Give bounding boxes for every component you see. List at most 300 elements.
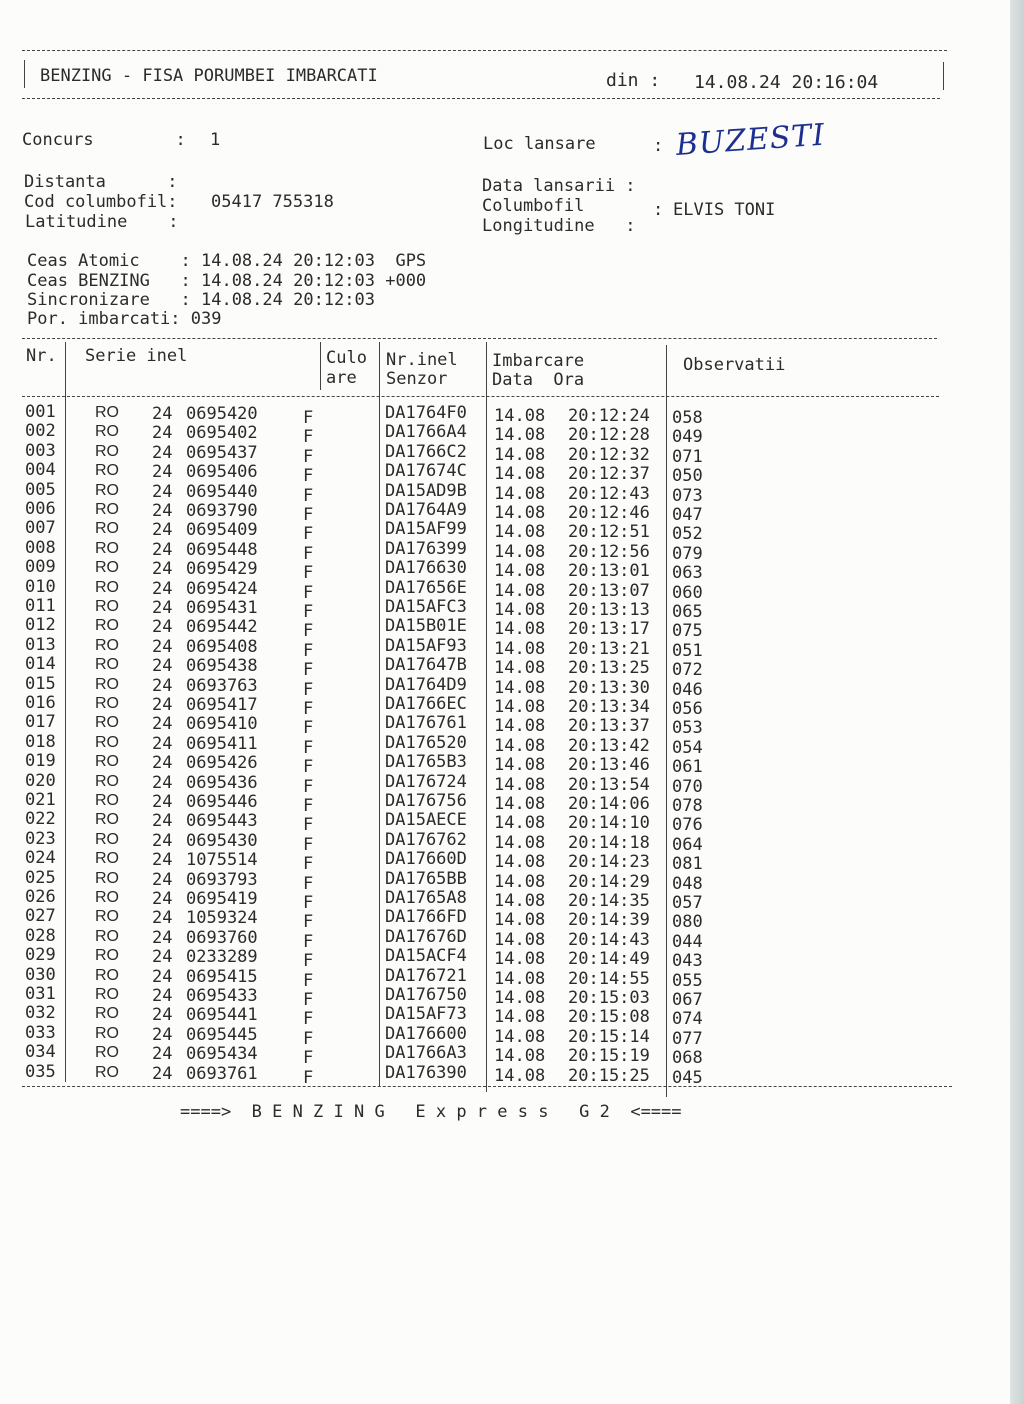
row-sex: F [303, 427, 314, 448]
row-observation: 064 [672, 834, 703, 855]
row-observation: 079 [672, 543, 703, 564]
row-country: RO [95, 501, 119, 518]
row-observation: 050 [672, 466, 703, 487]
row-year: 24 [152, 520, 173, 541]
row-ring-number: 0693761 [186, 1063, 258, 1084]
row-embark-date: 14.08 [494, 425, 546, 446]
table-row [0, 906, 1000, 933]
row-number: 022 [25, 809, 56, 830]
row-sensor-id: DA15ACF4 [385, 946, 467, 967]
concurs-label: Concurs : [22, 130, 186, 150]
table-row [0, 673, 1000, 700]
row-number: 002 [25, 421, 56, 442]
row-year: 24 [152, 772, 173, 793]
row-observation: 076 [672, 815, 703, 836]
table-row [0, 1003, 1000, 1030]
row-country: RO [95, 811, 119, 829]
row-year: 24 [152, 539, 173, 560]
row-year: 24 [152, 966, 173, 987]
row-ring-number: 0695445 [186, 1024, 258, 1045]
row-sensor-id: DA15B01E [385, 616, 467, 637]
row-sensor-id: DA17660D [385, 849, 467, 870]
table-row [0, 770, 1000, 797]
row-sensor-id: DA15AF99 [385, 519, 467, 540]
row-number: 028 [25, 925, 56, 946]
row-number: 018 [25, 731, 56, 752]
row-ring-number: 0695431 [186, 598, 258, 618]
row-sensor-id: DA176721 [385, 965, 467, 986]
row-country: RO [95, 598, 119, 615]
row-number: 030 [25, 964, 56, 985]
row-embark-time: 20:12:56 [568, 541, 650, 562]
row-country: RO [95, 714, 119, 732]
row-observation: 047 [672, 505, 703, 525]
row-embark-date: 14.08 [494, 774, 546, 795]
row-number: 029 [25, 945, 56, 966]
row-observation: 061 [672, 757, 703, 778]
row-sex: F [303, 815, 314, 836]
row-embark-date: 14.08 [494, 503, 546, 523]
row-sensor-id: DA1766FD [385, 907, 467, 928]
row-embark-time: 20:13:25 [568, 658, 650, 679]
table-row [0, 402, 1000, 428]
row-embark-time: 20:15:14 [568, 1026, 650, 1047]
table-bottom-rule [22, 1086, 952, 1087]
row-observation: 049 [672, 427, 703, 448]
row-sensor-id: DA176600 [385, 1023, 467, 1044]
loc-lansare-colon: : [653, 136, 664, 156]
header-culoare-bottom: are [326, 368, 357, 388]
row-sex: F [303, 796, 314, 816]
row-embark-time: 20:15:25 [568, 1065, 650, 1086]
row-year: 24 [152, 908, 173, 929]
row-embark-time: 20:13:34 [568, 697, 650, 717]
row-number: 008 [25, 537, 56, 558]
row-embark-time: 20:14:10 [568, 813, 650, 834]
row-embark-date: 14.08 [494, 755, 546, 776]
row-embark-time: 20:14:18 [568, 832, 650, 853]
row-sex: F [303, 1009, 314, 1030]
row-year: 24 [152, 1063, 173, 1084]
row-observation: 077 [672, 1028, 703, 1049]
row-year: 24 [152, 753, 173, 774]
row-sex: F [303, 602, 314, 622]
row-observation: 071 [672, 446, 703, 467]
row-year: 24 [152, 481, 173, 502]
row-year: 24 [152, 986, 173, 1006]
table-row [0, 1061, 1000, 1088]
row-year: 24 [152, 675, 173, 696]
row-ring-number: 1059324 [186, 908, 258, 929]
row-embark-time: 20:12:24 [568, 406, 650, 426]
row-sex: F [303, 931, 314, 952]
row-embark-date: 14.08 [494, 832, 546, 853]
row-year: 24 [152, 792, 173, 812]
table-header-rule [22, 396, 939, 397]
row-embark-date: 14.08 [494, 541, 546, 562]
header-top-rule [22, 50, 947, 51]
row-sex: F [303, 466, 314, 487]
row-number: 032 [25, 1003, 56, 1024]
row-observation: 054 [672, 737, 703, 758]
row-ring-number: 0695402 [186, 423, 258, 444]
row-country: RO [95, 404, 119, 421]
row-country: RO [95, 1005, 119, 1023]
table-top-rule [22, 338, 937, 339]
row-year: 24 [152, 830, 173, 851]
row-number: 020 [25, 770, 56, 791]
row-year: 24 [152, 617, 173, 638]
row-number: 017 [25, 712, 56, 733]
header-nr: Nr. [26, 346, 57, 366]
table-row [0, 615, 1000, 642]
row-number: 005 [25, 479, 56, 500]
table-row [0, 460, 1000, 487]
row-number: 013 [25, 634, 56, 655]
row-sensor-id: DA15AF93 [385, 635, 467, 656]
row-year: 24 [152, 501, 173, 521]
row-observation: 051 [672, 640, 703, 661]
header-left-border [24, 60, 25, 88]
row-observation: 060 [672, 582, 703, 603]
columbofil-colon: : [653, 200, 664, 220]
row-sex: F [303, 563, 314, 584]
row-country: RO [95, 481, 119, 499]
row-year: 24 [152, 404, 173, 424]
row-country: RO [95, 1044, 119, 1062]
row-observation: 065 [672, 602, 703, 622]
table-row [0, 634, 1000, 661]
table-row [0, 440, 1000, 467]
row-embark-time: 20:14:06 [568, 794, 650, 814]
row-year: 24 [152, 850, 173, 871]
row-country: RO [95, 986, 119, 1003]
row-sex: F [303, 757, 314, 778]
row-year: 24 [152, 598, 173, 618]
row-sex: F [303, 699, 314, 719]
row-year: 24 [152, 578, 173, 599]
row-sex: F [303, 485, 314, 506]
row-sex: F [303, 408, 314, 428]
row-ring-number: 0695440 [186, 481, 258, 502]
row-observation: 052 [672, 524, 703, 545]
row-observation: 073 [672, 485, 703, 506]
row-ring-number: 0693790 [186, 501, 258, 521]
row-sensor-id: DA1766A4 [385, 422, 467, 443]
row-sex: F [303, 834, 314, 855]
loc-lansare-label: Loc lansare [483, 134, 596, 154]
row-sex: F [303, 776, 314, 797]
row-embark-time: 20:12:43 [568, 483, 650, 504]
row-number: 023 [25, 828, 56, 849]
row-ring-number: 0695415 [186, 966, 258, 987]
row-observation: 072 [672, 660, 703, 681]
row-embark-date: 14.08 [494, 813, 546, 834]
row-observation: 053 [672, 718, 703, 739]
cod-columbofil-value: 05417 755318 [211, 192, 334, 212]
row-sex: F [303, 912, 314, 933]
row-number: 024 [25, 848, 56, 869]
distanta-label: Distanta : [24, 172, 178, 192]
row-observation: 046 [672, 679, 703, 700]
table-row [0, 1042, 1000, 1069]
row-sex: F [303, 679, 314, 700]
header-senzor: Senzor [386, 369, 448, 389]
table-row [0, 848, 1000, 875]
row-sensor-id: DA15AFC3 [385, 597, 467, 617]
table-row [0, 1022, 1000, 1049]
row-country: RO [95, 1024, 119, 1042]
header-nr-inel: Nr.inel [386, 350, 458, 370]
row-sensor-id: DA17676D [385, 926, 467, 947]
row-embark-date: 14.08 [494, 968, 546, 989]
row-sensor-id: DA17674C [385, 461, 467, 482]
row-number: 001 [25, 402, 56, 422]
row-country: RO [95, 733, 119, 751]
row-embark-time: 20:14:43 [568, 929, 650, 950]
row-sex: F [303, 990, 314, 1010]
row-ring-number: 0695446 [186, 792, 258, 812]
row-ring-number: 0695426 [186, 753, 258, 774]
row-number: 034 [25, 1042, 56, 1063]
paper-edge-shadow [1010, 0, 1024, 1404]
row-country: RO [95, 1063, 119, 1081]
row-year: 24 [152, 1024, 173, 1045]
row-country: RO [95, 559, 119, 577]
row-year: 24 [152, 1005, 173, 1026]
table-row [0, 712, 1000, 739]
row-country: RO [95, 578, 119, 596]
row-embark-date: 14.08 [494, 697, 546, 717]
row-year: 24 [152, 733, 173, 754]
row-embark-time: 20:14:55 [568, 968, 650, 989]
table-row [0, 867, 1000, 894]
row-country: RO [95, 462, 119, 480]
row-embark-time: 20:15:19 [568, 1046, 650, 1067]
row-sex: F [303, 582, 314, 603]
row-observation: 048 [672, 873, 703, 894]
row-embark-time: 20:12:51 [568, 522, 650, 543]
sincronizare-line: Sincronizare : 14.08.24 20:12:03 [27, 290, 375, 310]
row-embark-date: 14.08 [494, 444, 546, 465]
row-embark-time: 20:14:23 [568, 852, 650, 873]
header-data-ora: Data Ora [492, 370, 585, 390]
row-embark-date: 14.08 [494, 464, 546, 485]
row-sensor-id: DA1765B3 [385, 752, 467, 773]
row-embark-date: 14.08 [494, 871, 546, 892]
table-row [0, 421, 1000, 448]
table-row [0, 654, 1000, 681]
row-country: RO [95, 792, 119, 809]
row-number: 035 [25, 1061, 56, 1082]
row-year: 24 [152, 947, 173, 968]
row-year: 24 [152, 442, 173, 463]
row-year: 24 [152, 1044, 173, 1065]
row-country: RO [95, 850, 119, 868]
row-year: 24 [152, 656, 173, 677]
table-row [0, 596, 1000, 622]
row-sensor-id: DA1764D9 [385, 674, 467, 695]
row-embark-time: 20:13:46 [568, 755, 650, 776]
row-embark-time: 20:14:39 [568, 910, 650, 931]
row-observation: 057 [672, 893, 703, 913]
row-country: RO [95, 772, 119, 790]
row-embark-time: 20:13:54 [568, 774, 650, 795]
row-ring-number: 0233289 [186, 947, 258, 968]
row-embark-time: 20:12:28 [568, 425, 650, 446]
row-sex: F [303, 970, 314, 991]
row-number: 009 [25, 557, 56, 578]
row-country: RO [95, 539, 119, 557]
row-embark-date: 14.08 [494, 522, 546, 543]
row-number: 025 [25, 867, 56, 888]
row-embark-date: 14.08 [494, 561, 546, 582]
table-row [0, 984, 1000, 1010]
row-sex: F [303, 718, 314, 739]
report-date-value: 14.08.24 20:16:04 [694, 72, 879, 93]
row-observation: 068 [672, 1048, 703, 1069]
table-row [0, 731, 1000, 758]
table-row [0, 828, 1000, 855]
row-embark-date: 14.08 [494, 619, 546, 640]
row-year: 24 [152, 714, 173, 735]
benzing-express-footer: ====> B E N Z I N G E x p r e s s G 2 <==== [180, 1102, 682, 1122]
row-number: 006 [25, 499, 56, 519]
row-number: 021 [25, 790, 56, 810]
row-observation: 080 [672, 912, 703, 933]
row-ring-number: 0695410 [186, 714, 258, 735]
row-sex: F [303, 505, 314, 525]
row-ring-number: 0693793 [186, 869, 258, 890]
row-ring-number: 0695433 [186, 986, 258, 1006]
row-embark-time: 20:12:46 [568, 503, 650, 523]
row-country: RO [95, 617, 119, 635]
row-sensor-id: DA17647B [385, 655, 467, 676]
row-observation: 070 [672, 776, 703, 797]
row-observation: 043 [672, 951, 703, 972]
row-embark-time: 20:13:07 [568, 580, 650, 601]
row-sex: F [303, 893, 314, 913]
row-embark-time: 20:13:30 [568, 677, 650, 698]
row-sensor-id: DA1764A9 [385, 500, 467, 520]
row-year: 24 [152, 869, 173, 890]
row-ring-number: 0695408 [186, 636, 258, 657]
row-year: 24 [152, 811, 173, 832]
row-sensor-id: DA176761 [385, 713, 467, 734]
row-embark-time: 20:13:01 [568, 561, 650, 582]
row-number: 012 [25, 615, 56, 636]
row-sensor-id: DA15AF73 [385, 1004, 467, 1025]
row-country: RO [95, 695, 119, 712]
row-embark-time: 20:13:21 [568, 638, 650, 659]
row-country: RO [95, 753, 119, 771]
row-observation: 067 [672, 990, 703, 1010]
row-embark-date: 14.08 [494, 988, 546, 1008]
row-ring-number: 0695419 [186, 889, 258, 909]
ceas-benzing-line: Ceas BENZING : 14.08.24 20:12:03 +000 [27, 271, 427, 291]
row-embark-date: 14.08 [494, 658, 546, 679]
row-country: RO [95, 869, 119, 887]
row-embark-time: 20:14:35 [568, 891, 650, 911]
columbofil-value: ELVIS TONI [673, 200, 776, 220]
table-row [0, 925, 1000, 952]
row-sensor-id: DA1765A8 [385, 888, 467, 908]
row-sensor-id: DA1766A3 [385, 1043, 467, 1064]
row-ring-number: 0695430 [186, 830, 258, 851]
row-ring-number: 0695434 [186, 1044, 258, 1065]
row-sensor-id: DA1766EC [385, 694, 467, 714]
row-year: 24 [152, 559, 173, 580]
row-embark-date: 14.08 [494, 891, 546, 911]
row-sex: F [303, 951, 314, 972]
latitudine-label: Latitudine : [25, 212, 179, 232]
row-embark-date: 14.08 [494, 1007, 546, 1028]
row-embark-time: 20:14:49 [568, 949, 650, 970]
row-embark-time: 20:13:13 [568, 600, 650, 620]
row-country: RO [95, 966, 119, 984]
row-number: 010 [25, 576, 56, 597]
header-right-border [943, 62, 944, 90]
row-sensor-id: DA1765BB [385, 868, 467, 889]
row-embark-date: 14.08 [494, 929, 546, 950]
report-title: BENZING - FISA PORUMBEI IMBARCATI [40, 66, 378, 86]
row-embark-time: 20:14:29 [568, 871, 650, 892]
row-sex: F [303, 1048, 314, 1069]
row-sensor-id: DA176756 [385, 791, 467, 811]
table-row [0, 557, 1000, 584]
row-sensor-id: DA1764F0 [385, 403, 467, 423]
table-row [0, 537, 1000, 564]
row-embark-date: 14.08 [494, 580, 546, 601]
row-observation: 058 [672, 408, 703, 428]
row-number: 004 [25, 460, 56, 481]
row-sex: F [303, 873, 314, 894]
row-sensor-id: DA176724 [385, 771, 467, 792]
row-embark-date: 14.08 [494, 1065, 546, 1086]
row-year: 24 [152, 462, 173, 483]
row-ring-number: 0693763 [186, 675, 258, 696]
row-country: RO [95, 636, 119, 654]
row-ring-number: 0695438 [186, 656, 258, 677]
ceas-atomic-line: Ceas Atomic : 14.08.24 20:12:03 GPS [27, 251, 427, 271]
row-number: 007 [25, 518, 56, 539]
data-lansarii-label: Data lansarii : [482, 176, 636, 196]
row-ring-number: 0695429 [186, 559, 258, 580]
header-imbarcare: Imbarcare [492, 351, 585, 371]
row-country: RO [95, 520, 119, 538]
row-sensor-id: DA15AD9B [385, 480, 467, 501]
row-country: RO [95, 927, 119, 945]
row-number: 027 [25, 906, 56, 927]
row-sex: F [303, 640, 314, 661]
row-country: RO [95, 830, 119, 848]
row-sensor-id: DA1766C2 [385, 441, 467, 462]
concurs-value: 1 [210, 130, 221, 150]
row-country: RO [95, 442, 119, 460]
row-embark-date: 14.08 [494, 1026, 546, 1047]
row-sensor-id: DA17656E [385, 577, 467, 598]
porumbei-imbarcati-line: Por. imbarcati: 039 [27, 309, 222, 329]
row-country: RO [95, 656, 119, 674]
row-ring-number: 0695436 [186, 772, 258, 793]
row-embark-time: 20:15:03 [568, 988, 650, 1008]
table-row [0, 499, 1000, 525]
row-ring-number: 0695409 [186, 520, 258, 541]
loc-lansare-handwritten: BUZESTI [674, 117, 827, 163]
row-ring-number: 0695406 [186, 462, 258, 483]
row-ring-number: 0695424 [186, 578, 258, 599]
row-country: RO [95, 908, 119, 926]
